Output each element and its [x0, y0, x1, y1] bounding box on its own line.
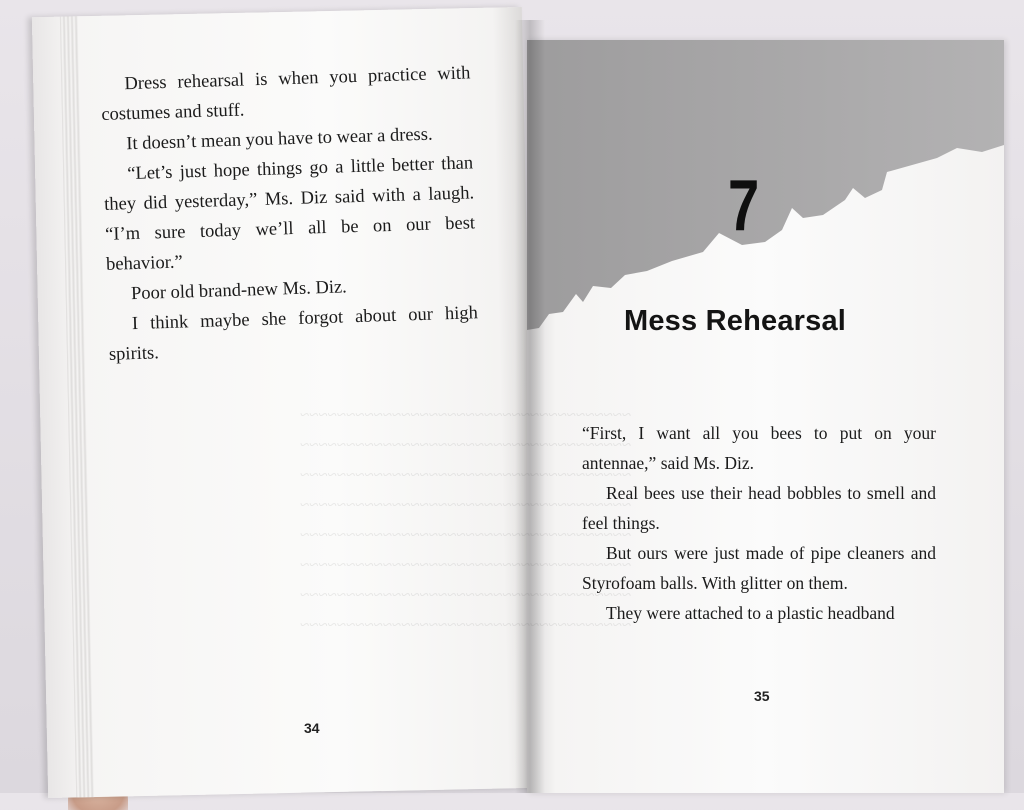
- chapter-banner-shape: [527, 40, 1004, 340]
- chapter-number: 7: [728, 166, 760, 246]
- page-edges: [60, 16, 94, 797]
- paragraph: But ours were just made of pipe cleaners and Styrofoam balls. With glitter on them.: [582, 543, 936, 593]
- paragraph: Real bees use their head bobbles to smell and feel things.: [582, 483, 936, 533]
- paragraph: “Let’s just hope things go a little better than they did yesterday,” Ms. Diz said with a laugh. “I’m sure today we’ll all be on our best behavior.”: [103, 153, 476, 275]
- page-number-left: 34: [304, 720, 320, 736]
- left-page-text: [100, 58, 479, 369]
- paragraph: I think maybe she forgot about our high spirits.: [108, 303, 479, 365]
- page-number-right: 35: [754, 688, 770, 704]
- paragraph: Poor old brand-new Ms. Diz.: [130, 277, 348, 305]
- chapter-title: Mess Rehearsal: [624, 305, 847, 337]
- paragraph: “First, I want all you bees to put on your antennae,” said Ms. Diz.: [582, 423, 936, 473]
- paragraph: It doesn’t mean you have to wear a dress.: [126, 124, 433, 155]
- paragraph: Dress rehearsal is when you practice with costumes and stuff.: [101, 63, 471, 125]
- paragraph: They were attached to a plastic headband: [606, 603, 895, 623]
- right-page-text: [582, 418, 936, 628]
- right-page: [527, 40, 1004, 793]
